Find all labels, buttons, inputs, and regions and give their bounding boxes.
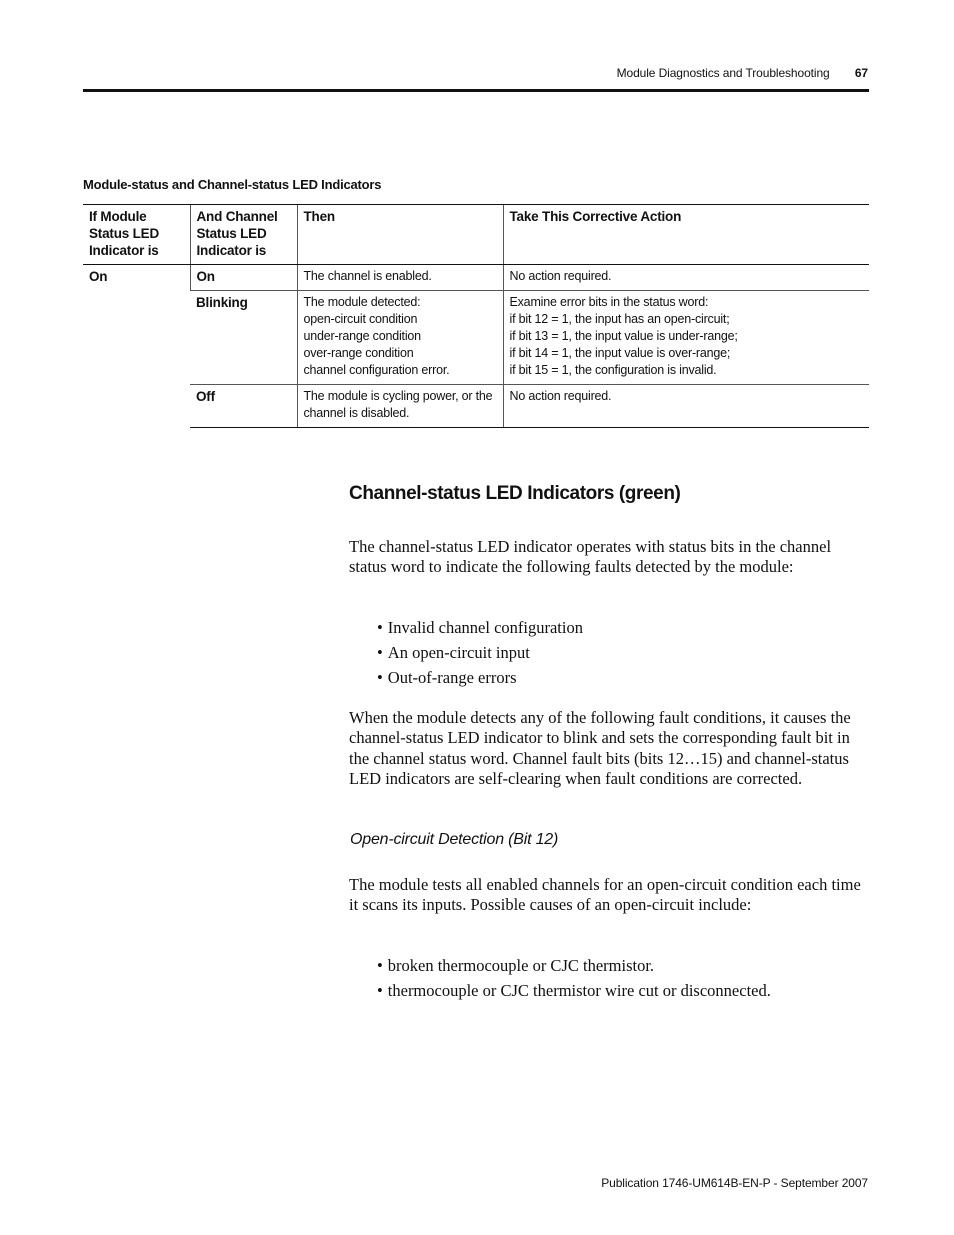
header-section-title: Module Diagnostics and Troubleshooting [616,66,830,80]
module-status-cell: On [89,269,108,284]
then-line: channel is disabled. [303,406,410,420]
action-line: if bit 15 = 1, the configuration is invalid. [509,363,717,377]
bullet-list [349,956,869,1006]
paragraph: The channel-status LED indicator operates with status bits in the channel status word to indicate the following faults detected by the module: [349,537,832,577]
then-line: The channel is enabled. [303,269,432,283]
list-item: • Out-of-range errors [377,668,869,688]
then-line: The module is cycling power, or the [303,389,493,403]
paragraph: When the module detects any of the following fault conditions, it causes the channel-status LED indicator to blink and sets the corresponding fault bit in the channel status word. Channel fault bits (bits 12…15) and channel-status LED indicators are self-clearing when fault conditions are corrected. [349,708,851,788]
list-item: • An open-circuit input [377,643,869,663]
header-rule [83,89,869,92]
page-number: 67 [854,66,868,80]
section-heading: Channel-status LED Indicators (green) [349,483,681,504]
then-cell [297,385,503,428]
list-item: • thermocouple or CJC thermistor wire cut or disconnected. [377,981,869,1001]
then-line: channel configuration error. [303,363,450,377]
header-then: Then [297,205,503,265]
led-indicator-table [83,204,869,428]
action-line: Examine error bits in the status word: [509,295,709,309]
table-row [83,385,869,428]
channel-status-cell: On [190,265,297,291]
action-line: if bit 12 = 1, the input has an open-circuit; [509,312,730,326]
action-line: No action required. [509,389,612,403]
channel-status-cell: Off [190,385,297,428]
then-line: open-circuit condition [303,312,418,326]
then-line: under-range condition [303,329,421,343]
then-cell [297,291,503,385]
list-item: • Invalid channel configuration [377,618,869,638]
running-header [617,66,868,80]
channel-status-cell: Blinking [190,291,297,385]
action-line: if bit 13 = 1, the input value is under-range; [509,329,738,343]
publication-footer: Publication 1746-UM614B-EN-P - September 2007 [601,1176,868,1190]
then-line: The module detected: [303,295,421,309]
action-line: No action required. [509,269,612,283]
header-corrective-action: Take This Corrective Action [503,205,869,265]
then-cell [297,265,503,291]
header-channel-status: And Channel Status LED Indicator is [190,205,297,265]
action-cell [503,385,869,428]
action-line: if bit 14 = 1, the input value is over-range; [509,346,731,360]
list-item: • broken thermocouple or CJC thermistor. [377,956,869,976]
action-cell [503,291,869,385]
bullet-list [349,618,869,693]
subheading: Open-circuit Detection (Bit 12) [350,831,559,848]
table-row [83,265,869,291]
table-row [83,291,869,385]
paragraph: The module tests all enabled channels for an open-circuit condition each time it scans its inputs. Possible causes of an open-circuit include: [349,875,861,915]
table-caption: Module-status and Channel-status LED Indicators [83,177,382,192]
action-cell [503,265,869,291]
table-header-row [83,205,869,265]
then-line: over-range condition [303,346,414,360]
header-module-status: If Module Status LED Indicator is [83,205,190,265]
